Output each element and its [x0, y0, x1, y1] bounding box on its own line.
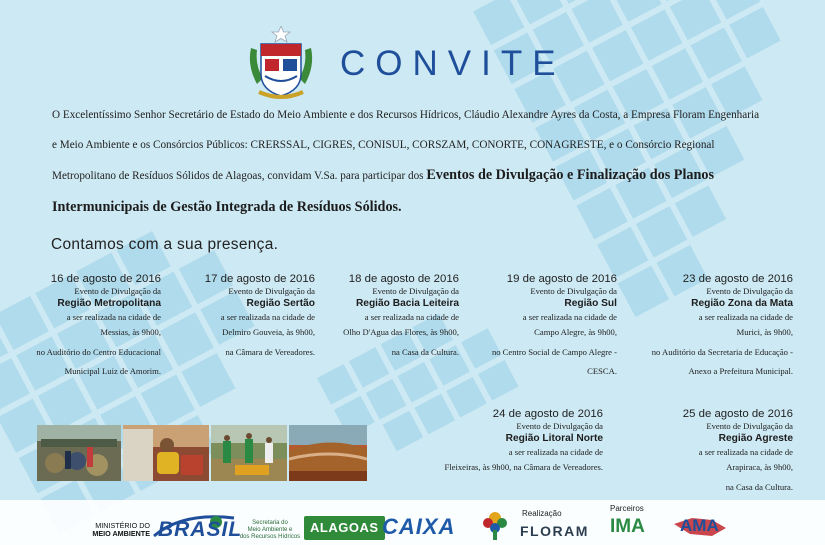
- closing-text: Contamos com a sua presença.: [51, 236, 279, 253]
- event-city-label: a ser realizada na cidade de: [66, 312, 161, 322]
- event-card: [652, 273, 793, 382]
- intro-highlight: Eventos de Divulgação e Finalização dos Planos Intermunicipais de Gestão Integrada de Resíduos Sólidos.: [52, 167, 715, 215]
- event-time: Olho D'Agua das Flores, às 9h00,: [343, 327, 459, 337]
- event-time: Campo Alegre, às 9h00,: [534, 327, 617, 337]
- event-type: Evento de Divulgação da: [74, 286, 161, 296]
- photo-cleanup-crew: [211, 425, 287, 481]
- event-city-label: a ser realizada na cidade de: [508, 447, 603, 457]
- semarh-logo: [238, 520, 302, 541]
- event-card: [492, 273, 617, 382]
- event-card: [444, 408, 603, 478]
- event-venue: na Câmara de Vereadores.: [225, 346, 315, 357]
- photo-worker: [123, 425, 209, 481]
- event-city-label: a ser realizada na cidade de: [698, 447, 793, 457]
- event-card: [343, 273, 459, 362]
- alagoas-logo: [304, 516, 385, 540]
- event-time: Murici, às 9h00,: [736, 327, 793, 337]
- event-type: Evento de Divulgação da: [516, 421, 603, 431]
- semarh-line1: Secretaria do: [252, 520, 288, 526]
- event-type: Evento de Divulgação da: [706, 421, 793, 431]
- event-city-label: a ser realizada na cidade de: [698, 312, 793, 322]
- event-region: Região Litoral Norte: [505, 433, 603, 444]
- ministerio-meio-ambiente-logo: [88, 522, 150, 538]
- event-date: 16 de agosto de 2016: [50, 273, 161, 285]
- photo-strip: [37, 425, 367, 481]
- photo-landfill: [289, 425, 367, 481]
- caixa-logo: CAIXA: [382, 514, 456, 539]
- event-card: [36, 273, 161, 382]
- realizacao-label: Realização: [522, 509, 562, 518]
- event-venue: Municipal Luiz de Amorim.: [64, 366, 161, 376]
- sponsor-logos: [0, 500, 825, 545]
- event-type: Evento de Divulgação da: [530, 286, 617, 296]
- intro-text: O Excelentíssimo Senhor Secretário de Estado do Meio Ambiente e dos Recursos Hídricos, Cláudio Alexandre Ayres da Costa, a Empresa Floram Engenharia e Meio Ambiente e os Consórcios Públicos: CRERSSAL, CIGRES, CONISUL, CORSZAM, CONORTE, CONAGRESTE, e o Consórcio Regional Metropolitano de Resíduos Sólidos de Alagoas, convidam V.Sa. para participar dos: [52, 109, 760, 183]
- semarh-line3: dos Recursos Hídricos: [239, 534, 301, 540]
- event-time: Arapiraca, às 9h00,: [726, 462, 793, 472]
- event-date: 23 de agosto de 2016: [682, 273, 793, 285]
- alagoas-text: ALAGOAS: [310, 520, 379, 535]
- event-venue: na Casa da Cultura.: [725, 481, 793, 492]
- event-city-label: a ser realizada na cidade de: [220, 312, 315, 322]
- brasil-logo: [152, 510, 243, 544]
- event-venue: Anexo a Prefeitura Municipal.: [688, 366, 793, 376]
- event-date: 19 de agosto de 2016: [506, 273, 617, 285]
- consortium-flower-icon: [480, 508, 510, 542]
- event-venue: na Casa da Cultura.: [391, 346, 459, 357]
- event-date: 17 de agosto de 2016: [204, 273, 315, 285]
- event-time: Messias, às 9h00,: [100, 327, 161, 337]
- event-venue: no Auditório do Centro Educacional: [36, 346, 161, 357]
- invitation-text: [52, 100, 764, 223]
- alagoas-coat-of-arms-icon: [245, 26, 317, 102]
- event-region: Região Sertão: [246, 298, 315, 309]
- event-time: Delmiro Gouveia, às 9h00,: [222, 327, 315, 337]
- event-region: Região Bacia Leiteira: [355, 298, 459, 309]
- event-time: Fleixeiras, às 9h00, na Câmara de Vereadores.: [444, 462, 603, 472]
- event-region: Região Sul: [564, 298, 617, 309]
- event-card: [205, 273, 315, 362]
- event-date: 24 de agosto de 2016: [492, 408, 603, 420]
- event-region: Região Agreste: [718, 433, 793, 444]
- floram-logo: FLORAM: [520, 523, 589, 539]
- event-region: Região Zona da Mata: [691, 298, 793, 309]
- event-card: [683, 408, 793, 497]
- parceiros-label: Parceiros: [610, 504, 644, 513]
- event-type: Evento de Divulgação da: [228, 286, 315, 296]
- event-city-label: a ser realizada na cidade de: [522, 312, 617, 322]
- ama-text: AMA: [680, 516, 719, 535]
- ministerio-line2: MEIO AMBIENTE: [92, 529, 150, 538]
- photo-waste-sorting: [37, 425, 121, 481]
- event-venue: no Auditório da Secretaria de Educação -: [651, 346, 793, 357]
- ministerio-line1: MINISTÉRIO DO: [95, 521, 150, 530]
- page-title: CONVITE: [340, 44, 566, 83]
- event-type: Evento de Divulgação da: [706, 286, 793, 296]
- event-type: Evento de Divulgação da: [372, 286, 459, 296]
- event-venue: no Centro Social de Campo Alegre -: [491, 346, 617, 357]
- ama-logo: [672, 514, 719, 535]
- event-date: 18 de agosto de 2016: [348, 273, 459, 285]
- event-city-label: a ser realizada na cidade de: [364, 312, 459, 322]
- semarh-line2: Meio Ambiente e: [247, 527, 293, 533]
- event-region: Região Metropolitana: [57, 298, 161, 309]
- event-date: 25 de agosto de 2016: [682, 408, 793, 420]
- ima-logo: IMA: [610, 516, 645, 537]
- event-venue: CESCA.: [587, 366, 617, 376]
- brasil-text: BRASIL: [158, 518, 243, 541]
